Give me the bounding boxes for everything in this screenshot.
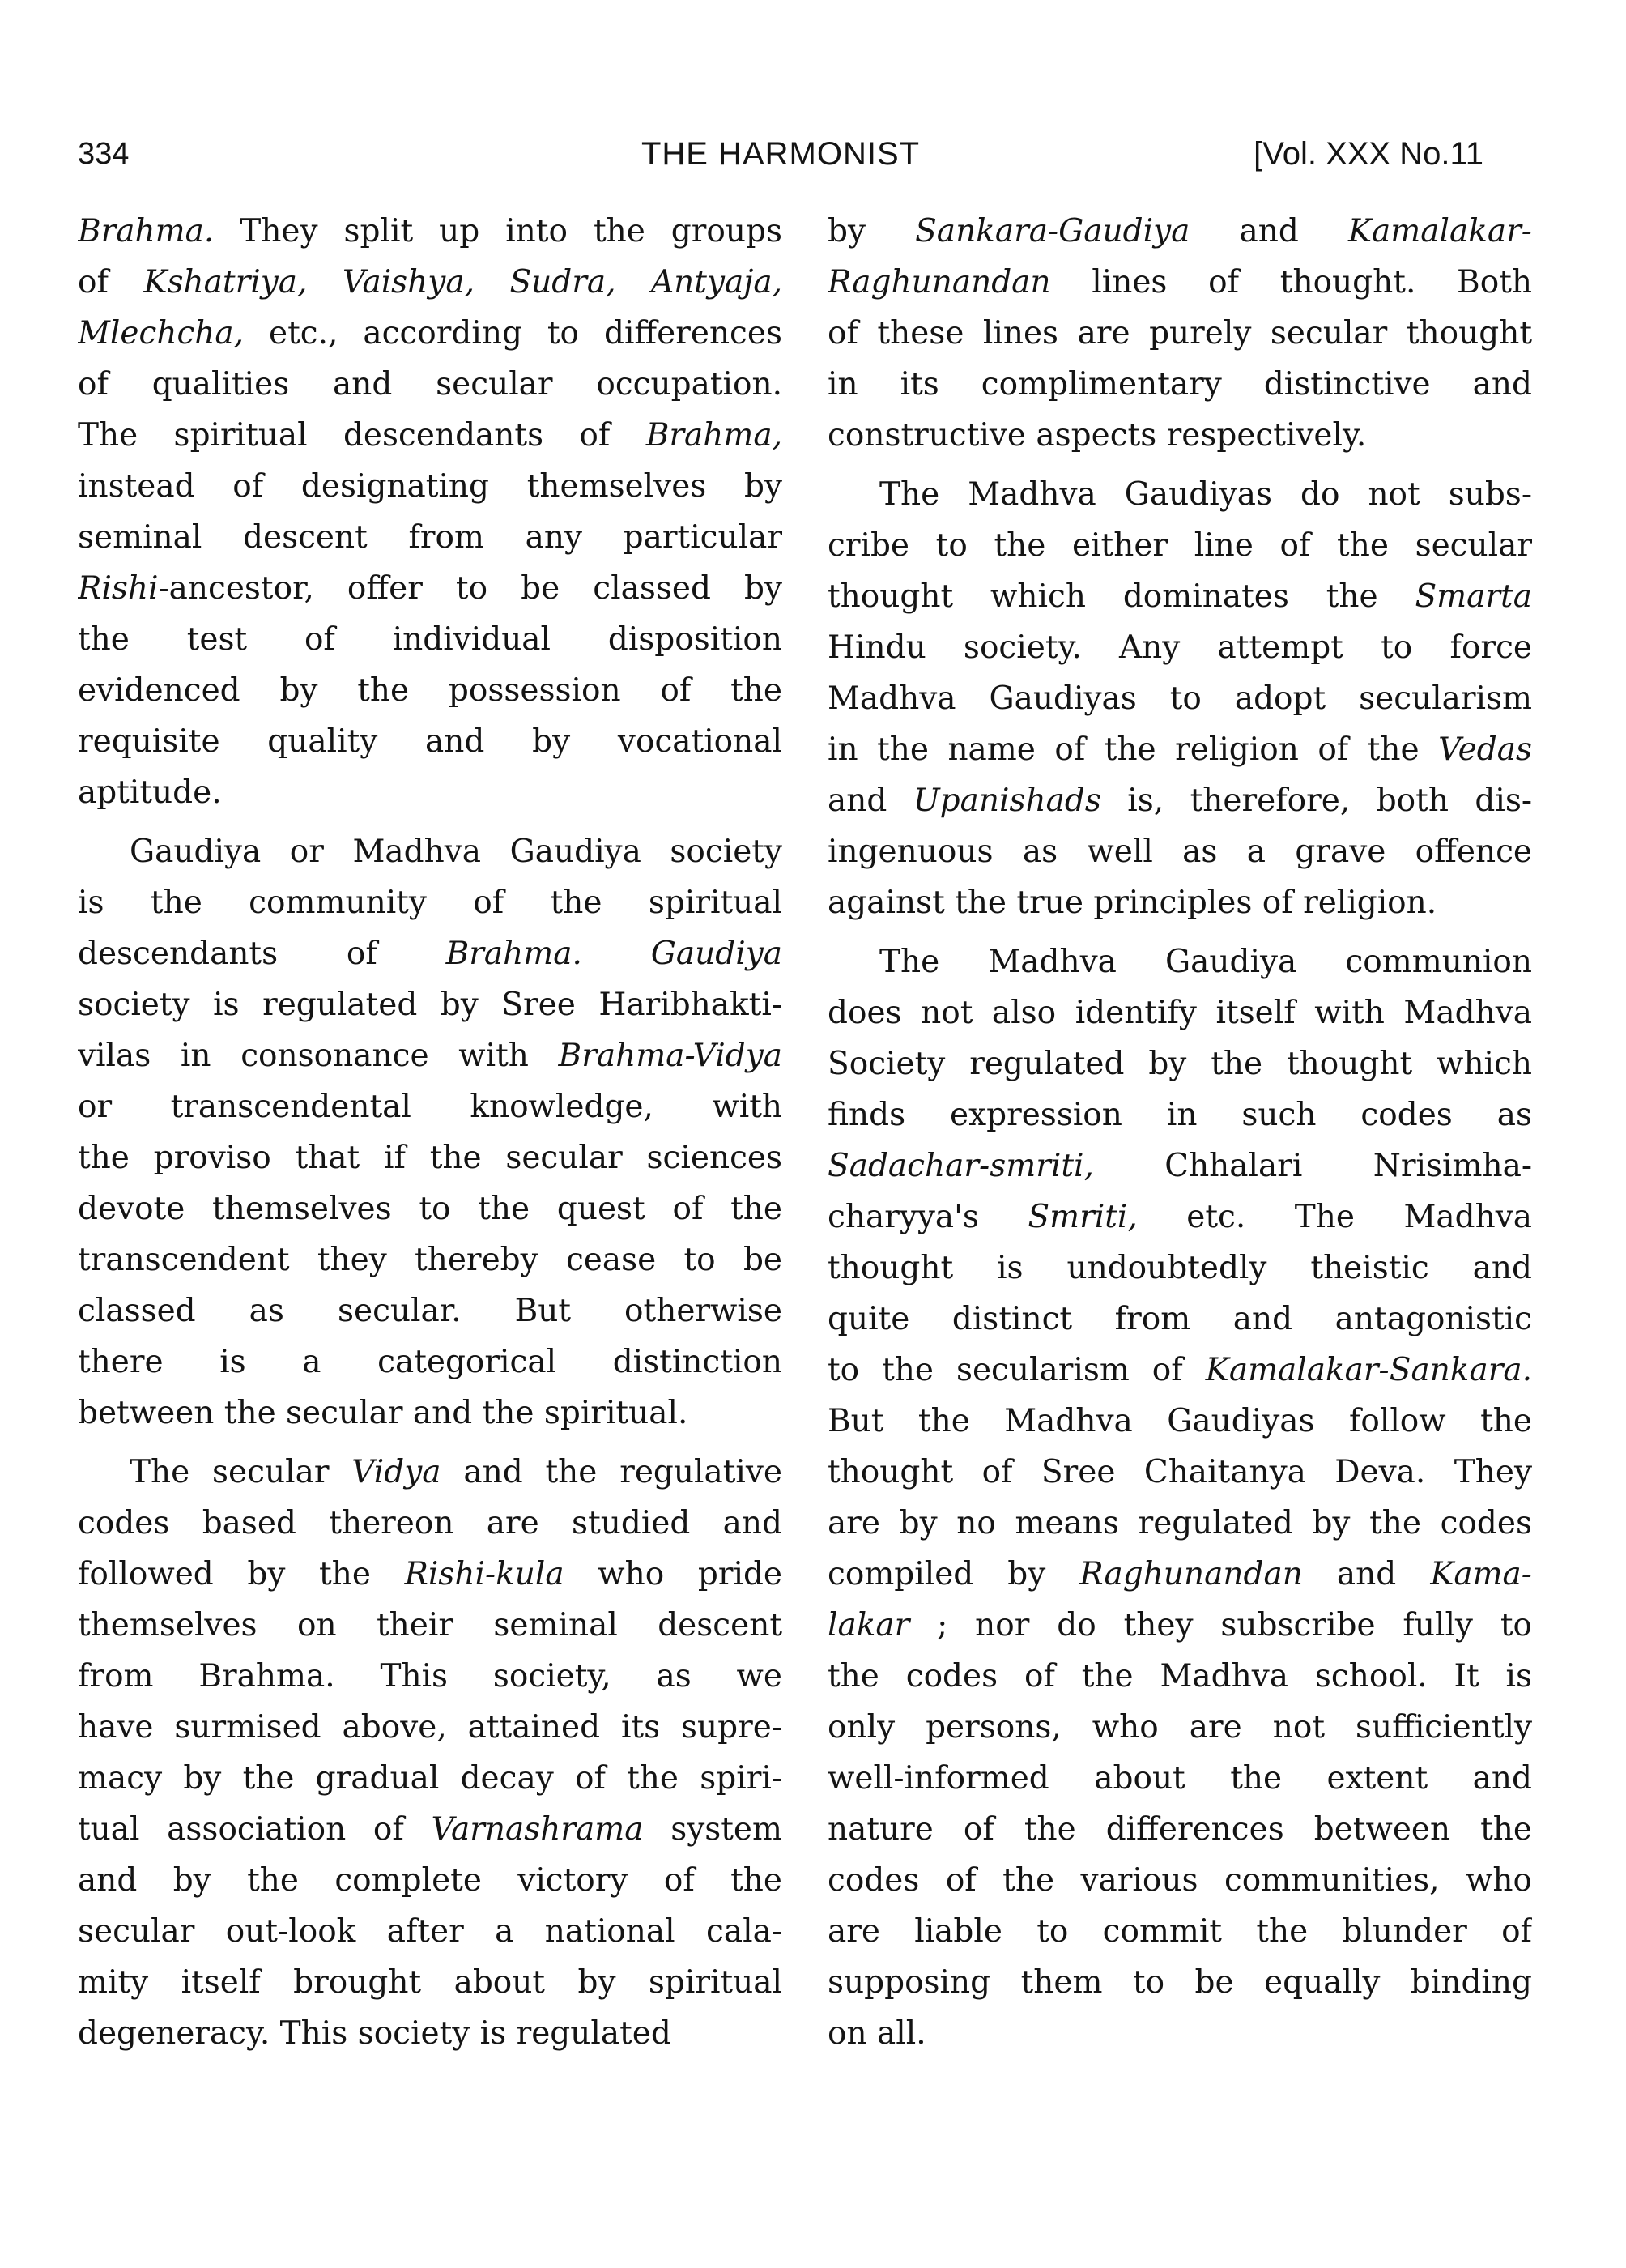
text-line: constructive aspects respectively. [828,417,1367,454]
italic-term: Gaudiya [650,936,782,972]
paragraph-gap [828,461,1532,469]
italic-term: Brahma-Vidya [558,1038,782,1074]
paragraph [828,469,1532,928]
left-text-column [78,206,782,2059]
text-line: Society regulated by the thought which [828,1046,1532,1082]
text-line: Brahma. They split up into the groups [78,213,782,249]
italic-term: Brahma. [78,213,215,249]
text-line: on all. [828,2015,926,2052]
text-line: degeneracy. This society is regulated [78,2015,671,2052]
text-line: by Sankara-Gaudiya and Kamalakar- [828,213,1532,249]
text-line: in the name of the religion of the Vedas [828,731,1532,768]
italic-term: Varnashrama [431,1811,644,1848]
text-line: and by the complete victory of the [78,1862,782,1899]
italic-term: Brahma. [445,936,582,972]
text-line: The Madhva Gaudiya communion [879,944,1532,980]
text-line: of Kshatriya, Vaishya, Sudra, Antyaja, [78,264,782,301]
text-line: devote themselves to the quest of the [78,1191,782,1227]
paragraph [78,206,782,818]
text-line: ingenuous as well as a grave offence [828,833,1532,870]
text-line: quite distinct from and antagonistic [828,1301,1532,1337]
text-line: the test of individual disposition [78,621,782,658]
text-line: codes of the various communities, who [828,1862,1532,1899]
text-line: Raghunandan lines of thought. Both [828,264,1532,301]
text-line: supposing them to be equally binding [828,1964,1532,2001]
italic-term: Sudra, [509,264,616,301]
text-line: thought which dominates the Smarta [828,578,1532,615]
text-line: mity itself brought about by spiritual [78,1964,782,2001]
italic-term: Sankara-Gaudiya [915,213,1190,249]
text-line: tual association of Varnashrama system [78,1811,782,1848]
text-line: Madhva Gaudiyas to adopt secularism [828,680,1532,717]
italic-term: Kshatriya, [143,264,308,301]
text-line: secular out-look after a national cala- [78,1913,782,1950]
italic-term: Mlechcha, [78,315,245,352]
text-line: from Brahma. This society, as we [78,1658,782,1695]
text-line: Hindu society. Any attempt to force [828,629,1532,666]
text-line: does not also identify itself with Madhva [828,995,1532,1031]
paragraph-gap [828,928,1532,936]
italic-term: Sadachar-smriti, [828,1148,1094,1184]
text-line: of these lines are purely secular thought [828,315,1532,352]
text-line: well-informed about the extent and [828,1760,1532,1797]
text-line: is the community of the spiritual [78,885,782,921]
text-line: the proviso that if the secular sciences [78,1140,782,1176]
italic-term: Kama- [1430,1556,1532,1592]
italic-term: Smarta [1415,578,1532,615]
italic-term: Upanishads [913,782,1101,819]
paragraph [828,206,1532,461]
text-line: evidenced by the possession of the [78,672,782,709]
journal-title: THE HARMONIST [641,136,921,172]
text-line: of qualities and secular occupation. [78,366,782,403]
text-line: themselves on their seminal descent [78,1607,782,1643]
italic-term: Rishi-kula [404,1556,564,1592]
text-line: Rishi-ancestor, offer to be classed by [78,570,782,607]
text-line: lakar ; nor do they subscribe fully to [828,1607,1532,1643]
page-number: 334 [78,137,130,171]
text-line: Gaudiya or Madhva Gaudiya society [130,833,782,870]
page-header [78,130,1483,178]
text-line: have surmised above, attained its supre- [78,1709,782,1746]
text-line: vilas in consonance with Brahma-Vidya [78,1038,782,1074]
text-line: against the true principles of religion. [828,885,1437,921]
text-line: seminal descent from any particular [78,519,782,556]
text-line: transcendent they thereby cease to be [78,1242,782,1278]
text-line: there is a categorical distinction [78,1344,782,1380]
paragraph-gap [78,818,782,826]
italic-term: Smriti, [1028,1199,1138,1235]
italic-term: Kamalakar- [1347,213,1532,249]
text-line: macy by the gradual decay of the spiri- [78,1760,782,1797]
text-line: thought is undoubtedly theistic and [828,1250,1532,1286]
text-line: and Upanishads is, therefore, both dis- [828,782,1532,819]
text-line: cribe to the either line of the secular [828,527,1532,564]
text-line: Mlechcha, etc., according to differences [78,315,782,352]
text-line: the codes of the Madhva school. It is [828,1658,1532,1695]
paragraph [78,1447,782,2059]
text-line: charyya's Smriti, etc. The Madhva [828,1199,1532,1235]
text-line: between the secular and the spiritual. [78,1395,688,1431]
text-line: classed as secular. But otherwise [78,1293,782,1329]
text-line: are liable to commit the blunder of [828,1913,1532,1950]
text-line: The spiritual descendants of Brahma, [78,417,782,454]
italic-term: Antyaja, [651,264,782,301]
text-line: aptitude. [78,774,222,811]
text-line: or transcendental knowledge, with [78,1089,782,1125]
text-line: Sadachar-smriti, Chhalari Nrisimha- [828,1148,1532,1184]
text-line: But the Madhva Gaudiyas follow the [828,1403,1532,1439]
text-line: only persons, who are not sufficiently [828,1709,1532,1746]
italic-term: Vedas [1438,731,1532,768]
italic-term: Raghunandan [828,264,1051,301]
italic-term: Rishi [78,570,159,607]
italic-term: Vidya [351,1454,441,1490]
text-line: followed by the Rishi-kula who pride [78,1556,782,1592]
paragraph [78,826,782,1439]
text-line: are by no means regulated by the codes [828,1505,1532,1541]
text-line: finds expression in such codes as [828,1097,1532,1133]
text-line: society is regulated by Sree Haribhakti- [78,987,782,1023]
text-line: nature of the differences between the [828,1811,1532,1848]
text-line: The Madhva Gaudiyas do not subs- [879,476,1532,513]
italic-term: lakar [828,1607,910,1643]
italic-term: Raghunandan [1079,1556,1303,1592]
text-line: thought of Sree Chaitanya Deva. They [828,1454,1532,1490]
text-line: requisite quality and by vocational [78,723,782,760]
text-line: instead of designating themselves by [78,468,782,505]
right-text-column [828,206,1532,2059]
paragraph-gap [78,1439,782,1447]
text-line: The secular Vidya and the regulative [130,1454,782,1490]
text-line: to the secularism of Kamalakar-Sankara. [828,1352,1532,1388]
volume-info: [Vol. XXX No.11 [1254,136,1483,172]
text-line: in its complimentary distinctive and [828,366,1532,403]
italic-term: Kamalakar-Sankara. [1205,1352,1532,1388]
text-line: compiled by Raghunandan and Kama- [828,1556,1532,1592]
paragraph [828,936,1532,2059]
text-line: descendants of Brahma. Gaudiya [78,936,782,972]
italic-term: Brahma, [645,417,782,454]
text-line: codes based thereon are studied and [78,1505,782,1541]
italic-term: Vaishya, [342,264,475,301]
